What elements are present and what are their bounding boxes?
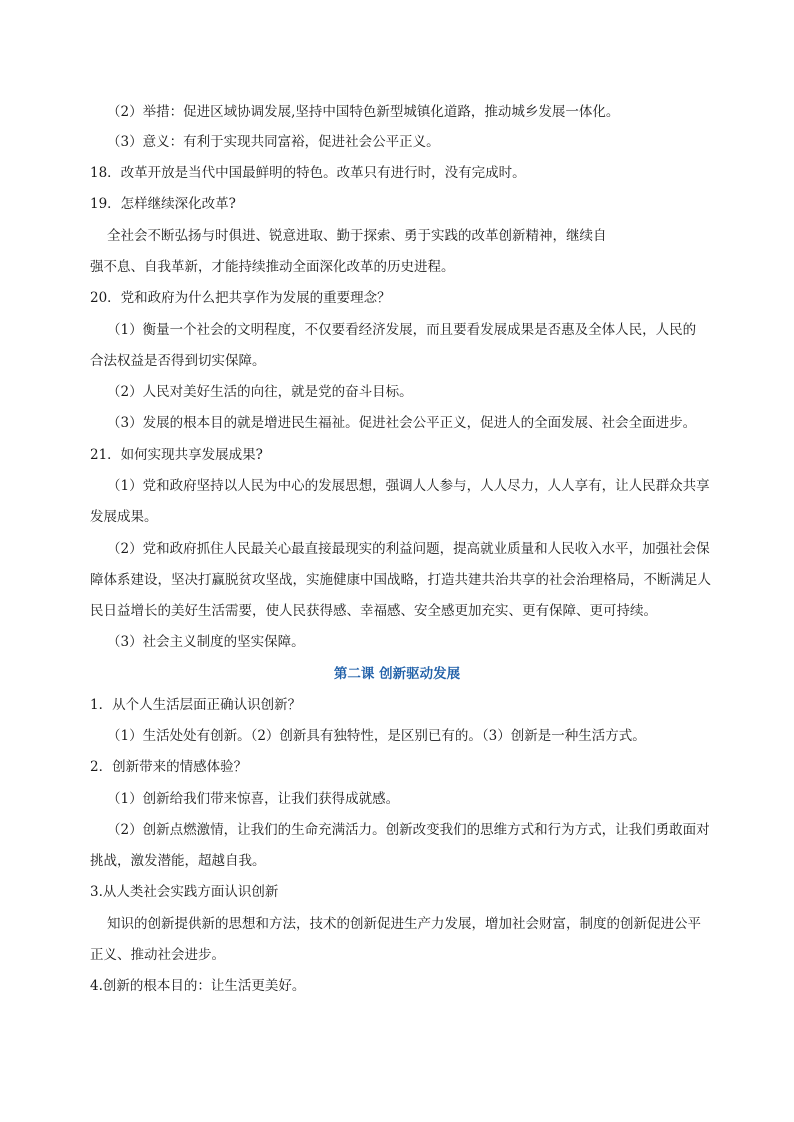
text-line: （3）社会主义制度的坚实保障。: [107, 634, 305, 650]
text-line: （1）生活处处有创新。（2）创新具有独特性，是区别已有的。（3）创新是一种生活方式。: [107, 728, 646, 744]
text-line: 20．党和政府为什么把共享作为发展的重要理念？: [90, 290, 391, 306]
text-line: 发展成果。: [90, 509, 158, 525]
text-line: 1．从个人生活层面正确认识创新？: [90, 697, 302, 713]
text-line: （3）意义：有利于实现共同富裕，促进社会公平正义。: [107, 134, 440, 150]
section-heading: 第二课 创新驱动发展: [333, 666, 461, 682]
text-line: 民日益增长的美好生活需要，使人民获得感、幸福感、安全感更加充实、更有保障、更可持续。: [90, 603, 657, 619]
text-line: （1）党和政府坚持以人民为中心的发展思想，强调人人参与，人人尽力，人人享有，让人民群众共享: [107, 478, 710, 494]
text-line: 3.从人类社会实践方面认识创新: [90, 884, 279, 900]
text-line: 全社会不断弘扬与时俱进、锐意进取、勤于探索、勇于实践的改革创新精神，继续自: [107, 228, 607, 244]
text-line: （2）创新点燃激情，让我们的生命充满活力。创新改变我们的思维方式和行为方式，让我们勇敢面对: [107, 822, 710, 838]
text-line: 强不息、自我革新，才能持续推动全面深化改革的历史进程。: [90, 259, 455, 275]
text-line: 正义、推动社会进步。: [90, 947, 225, 963]
text-line: （1）衡量一个社会的文明程度，不仅要看经济发展，而且要看发展成果是否惠及全体人民，人民的: [107, 322, 697, 338]
text-line: 19．怎样继续深化改革?: [90, 196, 236, 212]
text-line: 2．创新带来的情感体验？: [90, 759, 248, 775]
text-line: （1）创新给我们带来惊喜，让我们获得成就感。: [107, 791, 400, 807]
text-line: 21．如何实现共享发展成果?: [90, 447, 263, 463]
text-line: 18．改革开放是当代中国最鲜明的特色。改革只有进行时，没有完成时。: [90, 165, 526, 181]
text-line: 障体系建设，坚决打赢脱贫攻坚战，实施健康中国战略，打造共建共治共享的社会治理格局，不断满足人: [90, 572, 711, 588]
text-line: （2）党和政府抓住人民最关心最直接最现实的利益问题，提高就业质量和人民收入水平，加强社会保: [107, 541, 710, 557]
text-line: （2）举措：促进区域协调发展,坚持中国特色新型城镇化道路，推动城乡发展一体化。: [107, 104, 620, 120]
text-line: （3）发展的根本目的就是增进民生福祉。促进社会公平正义，促进人的全面发展、社会全面进步。: [107, 415, 697, 431]
text-line: 合法权益是否得到切实保障。: [90, 353, 266, 369]
text-line: （2）人民对美好生活的向往，就是党的奋斗目标。: [107, 384, 413, 400]
text-line: 4.创新的根本目的：让生活更美好。: [90, 978, 306, 994]
text-line: 知识的创新提供新的思想和方法，技术的创新促进生产力发展，增加社会财富，制度的创新促进公平: [107, 916, 701, 932]
text-line: 挑战，激发潜能，超越自我。: [90, 853, 266, 869]
